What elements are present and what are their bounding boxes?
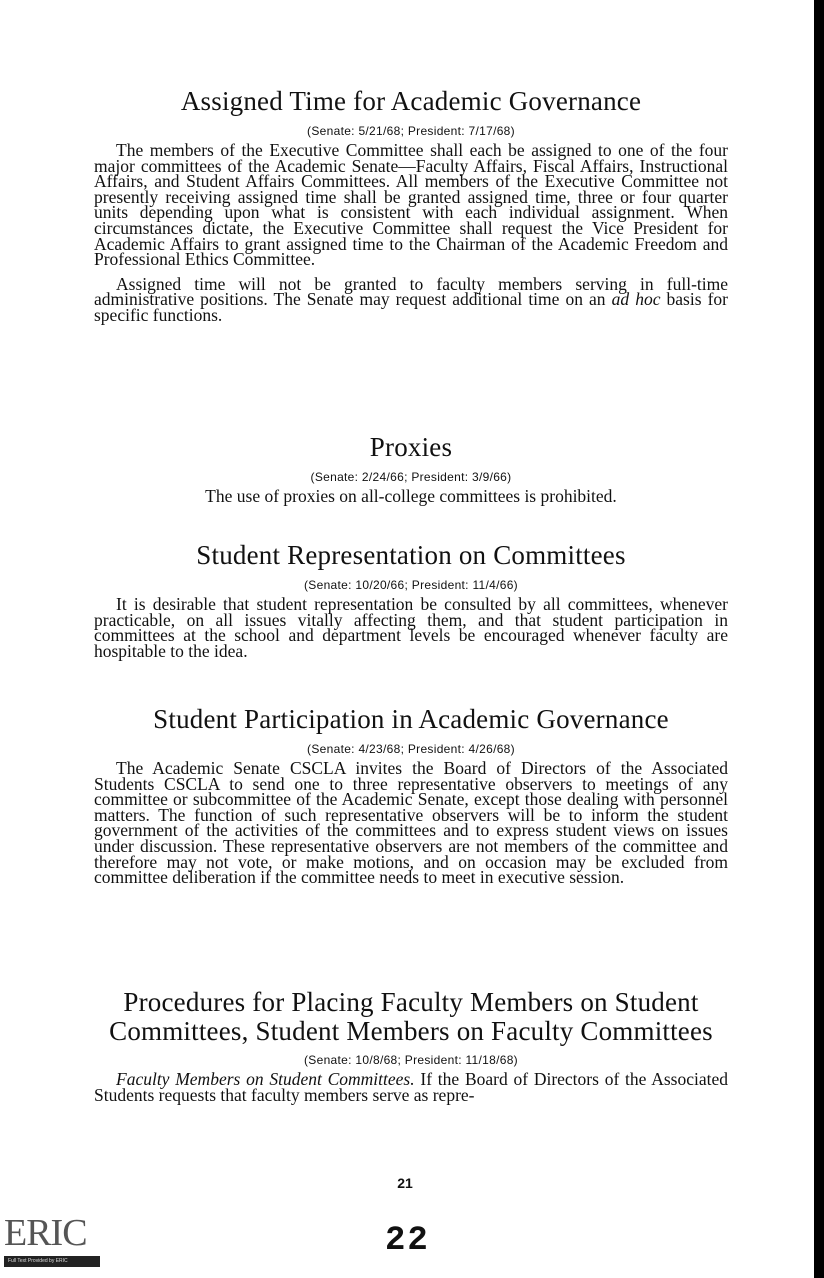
italic-phrase: ad hoc [611, 289, 661, 310]
section-proxies [94, 432, 728, 505]
page-number: 21 [397, 1175, 413, 1191]
section-student-representation [94, 540, 728, 659]
eric-logo: ERIC [4, 1212, 87, 1254]
lead-italic: Faculty Members on Student Committees. [116, 1069, 415, 1089]
paragraph [94, 1069, 728, 1105]
scan-edge [814, 0, 824, 1278]
section-student-participation [94, 704, 728, 886]
section-citation: (Senate: 10/20/66; President: 11/4/66) [304, 578, 518, 592]
section-citation: (Senate: 2/24/66; President: 3/9/66) [310, 470, 512, 484]
paragraph: The Academic Senate CSCLA invites the Board of Directors of the Associated Students CSCLA to send one to three representative observers to meetings of any committee or subcommittee of the Academic Senate, except those dealing with personnel matters. The function of such representative observers will be to inform the student government of the activities of the committees and to express student views on issues under discussion. These representative observers are not members of the committee and therefore may not vote, or make motions, and on occasion may be excluded from committee deliberation if the committee needs to meet in executive session. [94, 758, 728, 888]
section-assigned-time [94, 86, 728, 324]
section-citation: (Senate: 10/8/68; President: 11/18/68) [304, 1053, 518, 1067]
footer-number: 22 [385, 1222, 430, 1260]
paragraph: It is desirable that student representation be consulted by all committees, whenever practicable, on all issues vitally affecting them, and that student participation in committees at the school and department levels be encouraged whenever faculty are hospitable to the idea. [94, 594, 728, 661]
section-citation: (Senate: 4/23/68; President: 4/26/68) [307, 742, 515, 756]
paragraph: The use of proxies on all-college committees is prohibited. [205, 486, 617, 506]
section-title: Assigned Time for Academic Governance [180, 86, 642, 116]
paragraph: The members of the Executive Committee shall each be assigned to one of the four major committees of the Academic Senate—Faculty Affairs, Fiscal Affairs, Instructional Affairs, and Student Affairs Committees. All members of the Executive Committee not presently receiving assigned time shall be granted assigned time, three or four quarter units depending upon what is consistent with each individual assignment. When circumstances dictate, the Executive Committee shall request the Vice President for Academic Affairs to grant assigned time to the Chairman of the Academic Freedom and Professional Ethics Committee. [94, 140, 728, 270]
eric-logo-bar [4, 1256, 100, 1267]
section-title: Student Participation in Academic Governance [153, 704, 669, 734]
section-title: Procedures for Placing Faculty Members on Student Committees, Student Members on Faculty Committees [109, 987, 713, 1046]
section-procedures [94, 988, 728, 1103]
section-citation: (Senate: 5/21/68; President: 7/17/68) [307, 124, 515, 138]
paragraph-text: If the Board of Directors of the Associated Students requests that faculty members serve as repre- [94, 1069, 728, 1105]
section-title: Student Representation on Committees [196, 540, 626, 570]
eric-tagline: Full Text Provided by ERIC [8, 1258, 68, 1264]
paragraph: Assigned time will not be granted to faculty members serving in full-time administrative positions. The Senate may request additional time on an ad hoc basis for specific functions. [94, 273, 728, 325]
section-title: Proxies [369, 432, 453, 462]
